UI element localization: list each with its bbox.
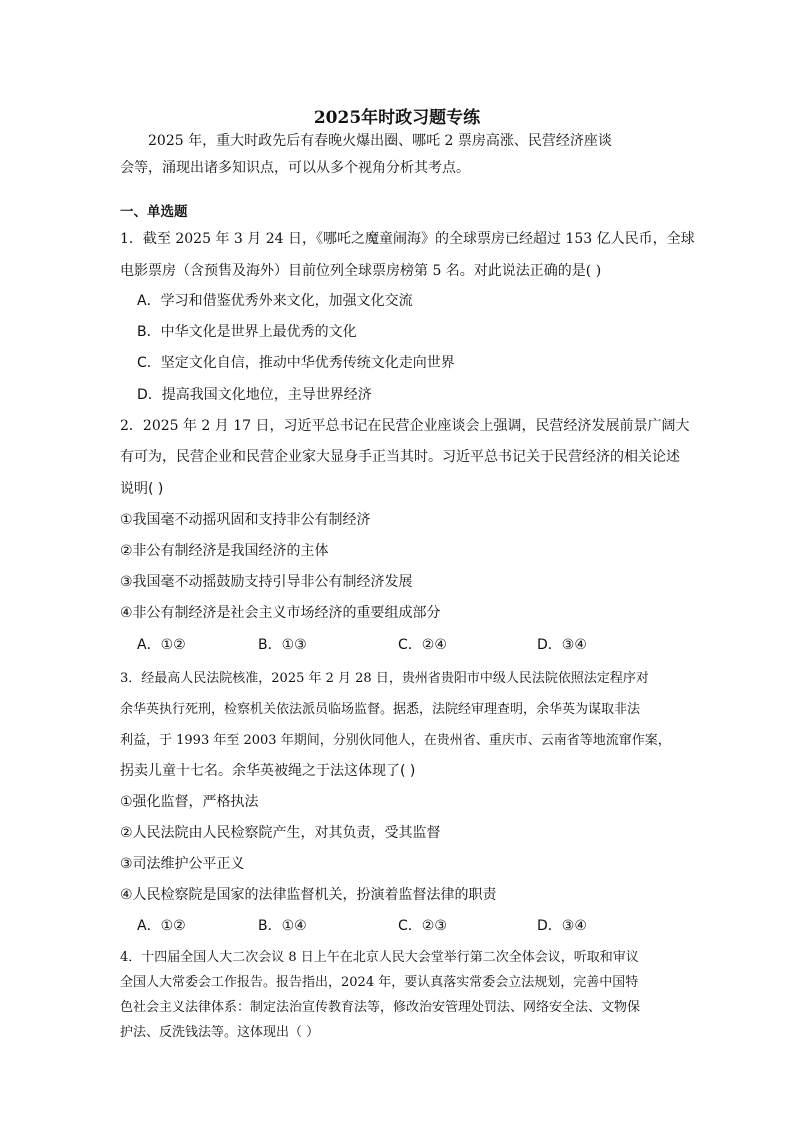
q3-stem-line-3: 利益，于 1993 年至 2003 年期间，分别伙同他人，在贵州省、重庆市、云南省等地流窜作案， <box>120 733 671 748</box>
intro-line-2: 会等，涌现出诸多知识点，可以从多个视角分析其考点。 <box>120 160 470 176</box>
q2-choice-c: C．②④ <box>398 637 447 653</box>
q2-stem-line-1: 2．2025 年 2 月 17 日，习近平总书记在民营企业座谈会上强调，民营经济发展前景广阔大 <box>120 418 690 434</box>
q3-stem-line-2: 余华英执行死刑，检察机关依法派员临场监督。据悉，法院经审理查明，余华英为谋取非法 <box>120 702 641 717</box>
q3-stem-line-4: 拐卖儿童十七名。余华英被绳之于法这体现了( ) <box>120 763 416 779</box>
page-title: 2025年时政习题专练 <box>313 108 481 128</box>
q4-stem-line-2: 全国人大常委会工作报告。报告指出，2024 年，要认真落实常委会立法规划，完善中国特 <box>120 975 639 990</box>
q1-option-a: A．学习和借鉴优秀外来文化，加强文化交流 <box>137 293 413 309</box>
intro-line-1: 2025 年，重大时政先后有春晚火爆出圈、哪吒 2 票房高涨、民营经济座谈 <box>148 133 612 149</box>
q3-statement-1: ①强化监督，严格执法 <box>120 794 259 810</box>
section-heading: 一、单选题 <box>120 204 188 220</box>
q4-stem-line-3: 色社会主义法律体系：制定法治宣传教育法等，修改治安管理处罚法、网络安全法、文物保 <box>120 1000 641 1015</box>
q3-statement-4: ④人民检察院是国家的法律监督机关，扮演着监督法律的职责 <box>120 887 497 903</box>
q4-stem-line-4: 护法、反洗钱法等。这体现出（ ） <box>120 1025 320 1040</box>
q2-statement-3: ③我国毫不动摇鼓励支持引导非公有制经济发展 <box>120 574 413 590</box>
q3-statement-3: ③司法维护公平正义 <box>120 856 245 872</box>
q1-option-d: D．提高我国文化地位，主导世界经济 <box>137 387 372 403</box>
q2-statement-1: ①我国毫不动摇巩固和支持非公有制经济 <box>120 512 371 528</box>
q1-stem-line-2: 电影票房（含预售及海外）目前位列全球票房榜第 5 名。对此说法正确的是( ) <box>120 263 602 279</box>
q2-stem-line-2: 有可为，民营企业和民营企业家大显身手正当其时。习近平总书记关于民营经济的相关论述 <box>120 449 680 465</box>
q2-statement-2: ②非公有制经济是我国经济的主体 <box>120 543 329 559</box>
q2-choice-b: B．①③ <box>258 637 307 653</box>
q1-stem-line-1: 1．截至 2025 年 3 月 24 日，《哪吒之魔童闹海》的全球票房已经超过 153 亿人民币，全球 <box>120 231 695 247</box>
q3-statement-2: ②人民法院由人民检察院产生，对其负责，受其监督 <box>120 825 441 841</box>
q3-stem-line-1: 3．经最高人民法院核准，2025 年 2 月 28 日，贵州省贵阳市中级人民法院依照法定程序对 <box>120 671 649 686</box>
q2-stem-line-3: 说明( ) <box>120 481 164 497</box>
q3-choice-d: D．③④ <box>537 918 587 934</box>
q1-option-c: C．坚定文化自信，推动中华优秀传统文化走向世界 <box>137 355 455 371</box>
q2-choice-a: A．①② <box>137 637 186 653</box>
q3-choice-a: A．①② <box>137 918 186 934</box>
q2-choice-d: D．③④ <box>537 637 587 653</box>
q1-option-b: B．中华文化是世界上最优秀的文化 <box>137 324 357 340</box>
q2-statement-4: ④非公有制经济是社会主义市场经济的重要组成部分 <box>120 605 441 621</box>
q3-choice-c: C．②③ <box>398 918 447 934</box>
q3-choice-b: B．①④ <box>258 918 307 934</box>
q4-stem-line-1: 4．十四届全国人大二次会议 8 日上午在北京人民大会堂举行第二次全体会议，听取和审议 <box>120 950 639 965</box>
